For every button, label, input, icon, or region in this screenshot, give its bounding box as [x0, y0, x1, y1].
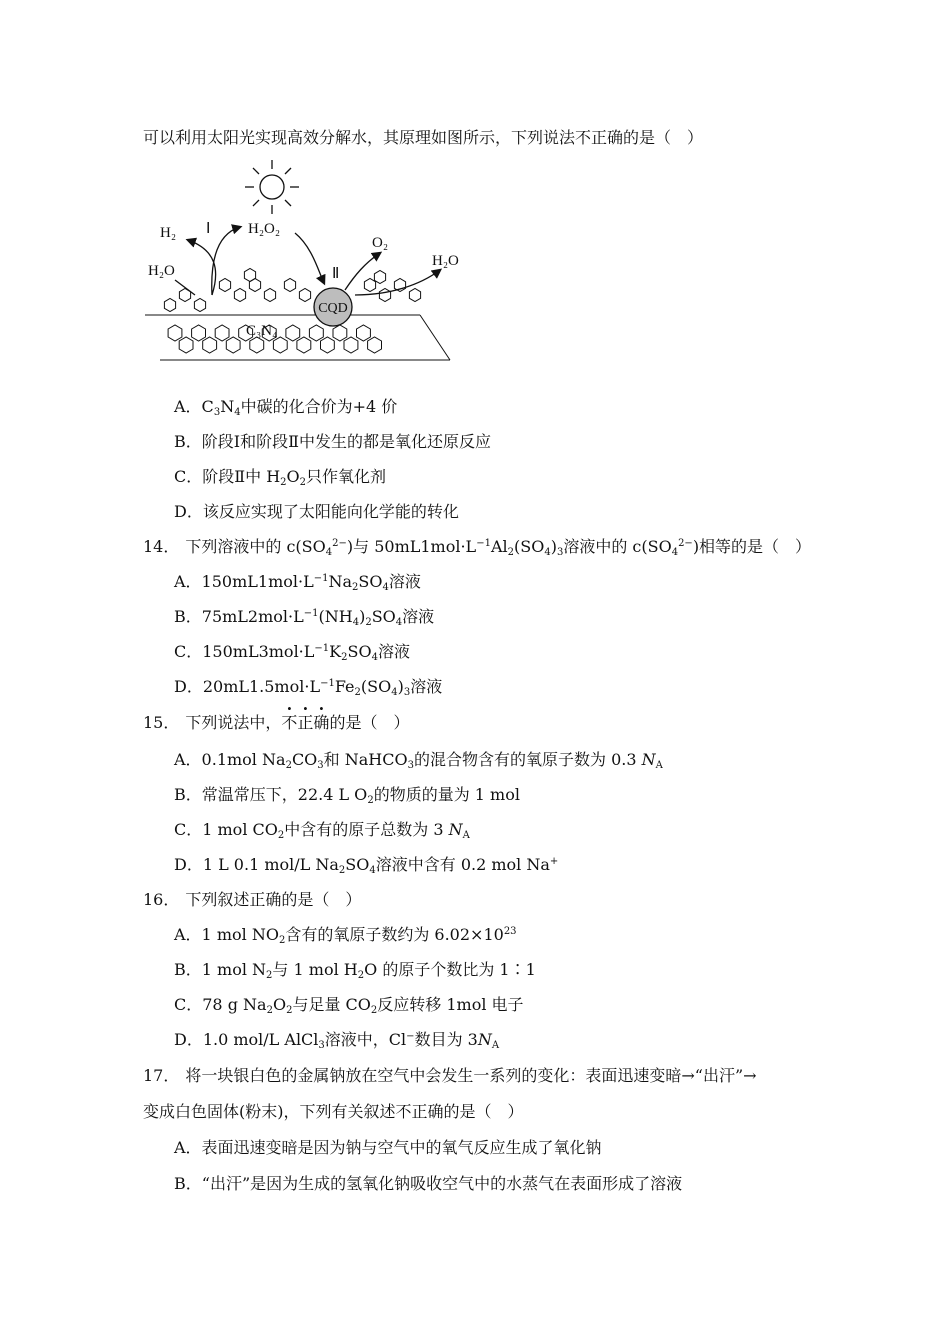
question-14-stem: 14． 下列溶液中的 $c(SO_4^{2-})$与 $50mL1mol\cdot L^{-1}Al_2(SO_4)_3$溶液中的 $c(SO_4^{2-})$相等的是（ ）: [143, 537, 812, 558]
lattice-hexagon: [244, 269, 255, 282]
lattice-hexagon: [179, 289, 190, 302]
label-h2o-left: H₂O: [148, 263, 175, 279]
q15-option-a: A．0.1mol $Na_2CO_3$和 NaHCO$_3$的混合物含有的氧原子数为 0.3 $N_A$: [174, 750, 663, 771]
q14-option-b: B．$75mL2mol\cdot L^{-1}(NH_4)_2SO_4$溶液: [174, 607, 435, 628]
question-17-stem-line2: 变成白色固体(粉末)，下列有关叙述不正确的是（ ）: [143, 1102, 524, 1121]
lattice-hexagon: [203, 337, 217, 353]
arrow-h2o-left: [175, 280, 195, 295]
lattice-hexagon: [368, 337, 382, 353]
water-splitting-diagram: [140, 155, 480, 370]
question-17-stem-line1: 17． 将一块银白色的金属钠放在空气中会发生一系列的变化：表面迅速变暗→“出汗”→: [143, 1066, 757, 1085]
q14-option-c: C．$150mL3mol\cdot L^{-1}K_2SO_4$溶液: [174, 642, 410, 663]
q16-option-c: C．78 g $Na_2O_2$与足量 $CO_2$反应转移 1mol 电子: [174, 995, 524, 1016]
question-16-stem: 16． 下列叙述正确的是（ ）: [143, 890, 362, 909]
q16-option-b: B．1 mol $N_2$与 1 mol $H_2O$ 的原子个数比为 1∶1: [174, 960, 536, 981]
lattice-hexagon: [344, 337, 358, 353]
label-h2: H₂: [160, 225, 177, 241]
c3n4-lattice: [145, 269, 450, 361]
lattice-hexagon: [357, 325, 371, 341]
lattice-hexagon: [194, 299, 205, 312]
question-15-stem: 15． 下列说法中，不正确的是（ ）: [143, 713, 410, 732]
lattice-hexagon: [164, 299, 175, 312]
lattice-hexagon: [299, 289, 310, 302]
label-o2: O₂: [372, 235, 389, 251]
lattice-hexagon: [264, 289, 275, 302]
q13-option-c: C．阶段Ⅱ中 $H_2O_2$只作氧化剂: [174, 467, 387, 488]
label-h2o2: H₂O₂: [248, 221, 281, 237]
q13-option-a: A．$C_3N_4$中碳的化合价为+4 价: [174, 397, 398, 418]
q15-option-c: C．1 mol $CO_2$中含有的原子总数为 3 $N_A$: [174, 820, 470, 841]
lattice-hexagon: [333, 325, 347, 341]
label-stage-2: Ⅱ: [332, 266, 340, 282]
lattice-hexagon: [250, 337, 264, 353]
lattice-hexagon: [234, 289, 245, 302]
lattice-hexagon: [273, 337, 287, 353]
arrow-to-o2: [345, 253, 380, 290]
arrow-to-h2o-right: [355, 270, 440, 295]
label-h2o-right: H₂O: [432, 253, 459, 269]
lattice-hexagon: [379, 289, 390, 302]
label-cqd: CQD: [318, 301, 348, 316]
lattice-hexagon: [286, 325, 300, 341]
lattice-hexagon: [215, 325, 229, 341]
q15-option-d: D．1 L 0.1 mol/L $Na_2SO_4$溶液中含有 0.2 mol Na+: [174, 855, 559, 876]
lattice-hexagon: [309, 325, 323, 341]
lattice-hexagon: [284, 279, 295, 292]
sun-icon: [245, 160, 299, 214]
q15-option-b: B．常温常压下，22.4 L $O_2$的物质的量为 1 mol: [174, 785, 520, 806]
q17-option-a: A．表面迅速变暗是因为钠与空气中的氧气反应生成了氧化钠: [174, 1138, 602, 1157]
q16-option-d: D．1.0 mol/L AlCl$_3$溶液中，Cl−数目为 $3N_A$: [174, 1030, 500, 1051]
q14-option-a: A．$150mL1mol\cdot L^{-1}Na_2SO_4$溶液: [174, 572, 421, 593]
label-stage-1: Ⅰ: [206, 221, 211, 237]
arrow-to-h2o2: [212, 227, 240, 295]
q13-option-b: B．阶段Ⅰ和阶段Ⅱ中发生的都是氧化还原反应: [174, 432, 491, 451]
lattice-edge: [420, 315, 450, 360]
lattice-hexagon: [219, 279, 230, 292]
lattice-hexagon: [374, 271, 385, 284]
lattice-hexagon: [226, 337, 240, 353]
label-c3n4: C₃N₄: [246, 323, 278, 339]
q14-option-d: D．$20mL1.5mol\cdot L^{-1}Fe_2(SO_4)_3$溶液: [174, 677, 443, 698]
q16-option-a: A．1 mol $NO_2$含有的氧原子数约为 $6.02\times 10^{23}$: [174, 925, 517, 946]
question-13-stem: 可以利用太阳光实现高效分解水，其原理如图所示，下列说法不正确的是（ ）: [143, 128, 704, 147]
lattice-hexagon: [409, 289, 420, 302]
arrow-h2o2-to-cqd: [295, 233, 324, 283]
lattice-hexagon: [168, 325, 182, 341]
lattice-hexagon: [179, 337, 193, 353]
q17-option-b: B．“出汗”是因为生成的氢氧化钠吸收空气中的水蒸气在表面形成了溶液: [174, 1174, 683, 1193]
q13-option-d: D．该反应实现了太阳能向化学能的转化: [174, 502, 459, 521]
lattice-hexagon: [321, 337, 335, 353]
cqd-particle: [314, 288, 352, 326]
lattice-hexagon: [192, 325, 206, 341]
lattice-hexagon: [297, 337, 311, 353]
